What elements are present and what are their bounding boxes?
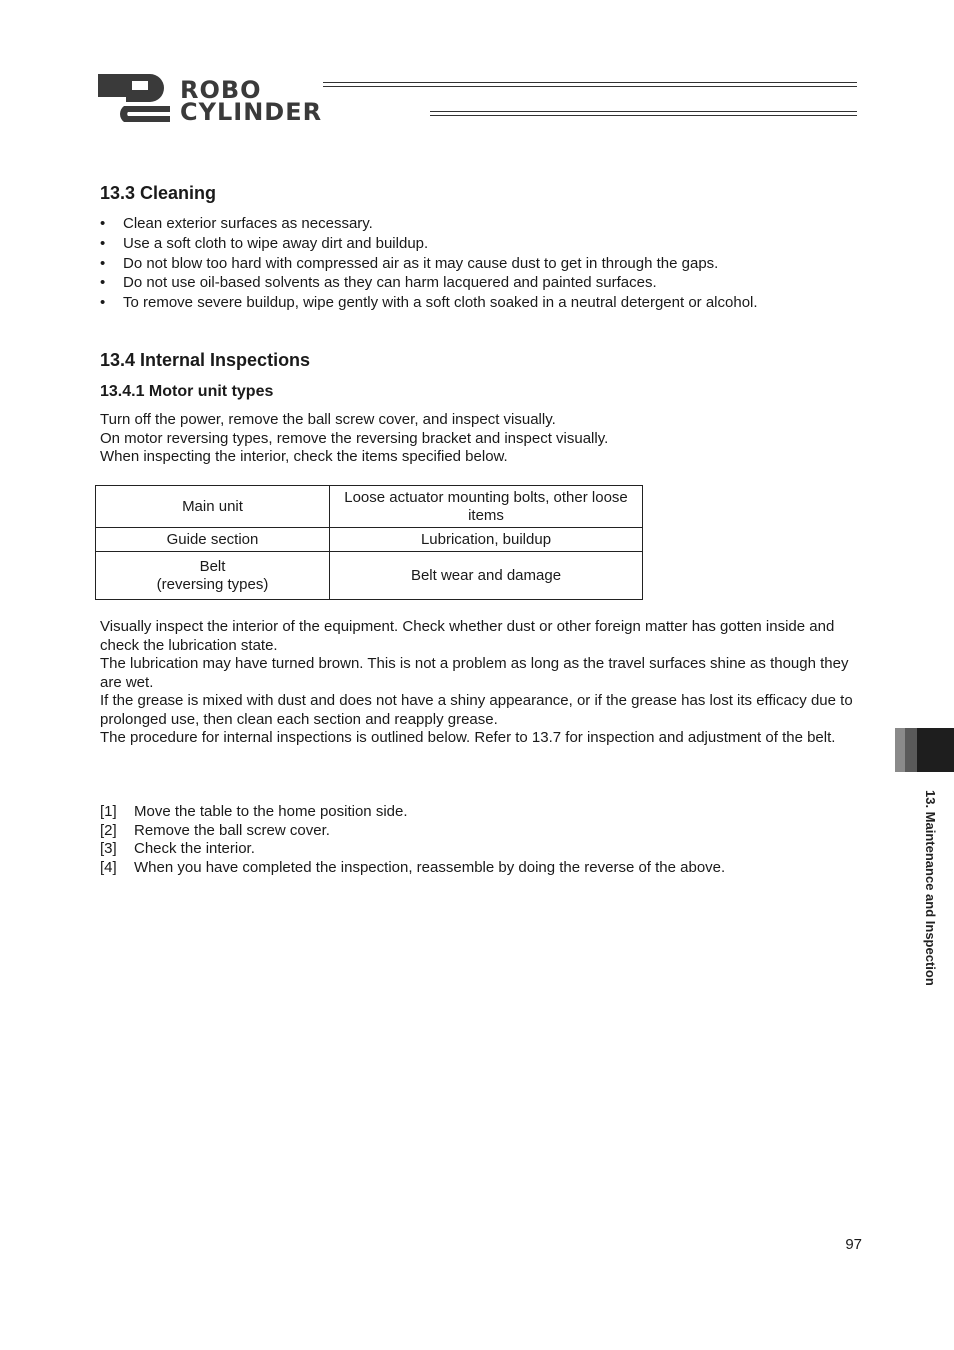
list-item	[100, 859, 725, 878]
step-text: When you have completed the inspection, reassemble by doing the reverse of the above.	[134, 858, 726, 876]
step-number: [3]	[100, 840, 117, 857]
table-row	[96, 528, 643, 552]
intro-line: On motor reversing types, remove the reversing bracket and inspect visually.	[100, 429, 609, 447]
table-row	[96, 486, 643, 528]
table-cell-part: Main unit	[96, 486, 330, 528]
step-text: Check the interior.	[134, 840, 255, 857]
header-rule-bottom-1	[430, 111, 857, 112]
header-rule-bottom-2	[430, 115, 857, 116]
table-row	[96, 552, 643, 600]
table-cell-check: Belt wear and damage	[330, 552, 643, 600]
intro-line: When inspecting the interior, check the items specified below.	[100, 448, 508, 465]
table-cell-part	[96, 552, 330, 600]
table-cell-check: Loose actuator mounting bolts, other loose items	[330, 486, 643, 528]
table-cell-check: Lubrication, buildup	[330, 528, 643, 552]
chapter-tab-stripe-light	[895, 728, 905, 772]
table-cell-part-line: Belt	[199, 557, 226, 575]
intro-paragraph	[100, 411, 860, 467]
list-item: • Do not use oil-based solvents as they can harm lacquered and painted surfaces.	[100, 274, 657, 292]
body-line: The procedure for internal inspections is outlined below. Refer to 13.7 for inspection and adjustment of the belt.	[100, 729, 836, 746]
table-cell-part-line: (reversing types)	[156, 575, 269, 593]
list-item	[100, 803, 725, 822]
step-text: Move the table to the home position side.	[134, 803, 408, 820]
body-paragraph	[100, 618, 860, 748]
procedure-steps	[100, 803, 725, 877]
header-rule-top-2	[323, 86, 857, 87]
chapter-side-label: 13. Maintenance and Inspection	[923, 790, 938, 986]
step-text: Remove the ball screw cover.	[134, 821, 330, 839]
section-heading-internal-inspections: 13.4 Internal Inspections	[100, 350, 311, 370]
cleaning-bullet-list	[100, 214, 758, 313]
body-line: The lubrication may have turned brown. This is not a problem as long as the travel surfaces shine as though they are wet.	[100, 655, 849, 691]
list-item	[100, 840, 725, 859]
robo-cylinder-logo	[96, 72, 426, 126]
header-rule-top-1	[323, 82, 857, 83]
list-item: • Clean exterior surfaces as necessary.	[100, 215, 373, 232]
body-line: Visually inspect the interior of the equipment. Check whether dust or other foreign matter has gotten inside and check the lubrication state.	[100, 618, 835, 654]
list-item	[100, 822, 725, 841]
inspection-table	[95, 485, 643, 600]
section-heading-cleaning: 13.3 Cleaning	[100, 183, 217, 203]
chapter-tab-block	[917, 728, 954, 772]
subsection-heading-motor-unit-types: 13.4.1 Motor unit types	[100, 383, 274, 400]
list-item: • Do not blow too hard with compressed air as it may cause dust to get in through the gaps.	[100, 254, 719, 272]
chapter-tab-stripe-mid	[905, 728, 917, 772]
table-cell-part: Guide section	[96, 528, 330, 552]
intro-line: Turn off the power, remove the ball screw cover, and inspect visually.	[100, 411, 556, 428]
rc-logo-icon	[96, 72, 176, 126]
step-number: [1]	[100, 803, 117, 820]
list-item: • To remove severe buildup, wipe gently with a soft cloth soaked in a neutral detergent or alcohol.	[100, 294, 758, 312]
list-item: • Use a soft cloth to wipe away dirt and buildup.	[100, 234, 429, 252]
step-number: [4]	[100, 858, 117, 876]
logo-word-cylinder: CYLINDER	[180, 98, 323, 126]
logo-word-robo: ROBO	[180, 76, 262, 104]
body-line: If the grease is mixed with dust and does not have a shiny appearance, or if the grease has lost its efficacy due to prolonged use, then clean each section and reapply grease.	[100, 692, 853, 728]
step-number: [2]	[100, 821, 117, 839]
page-number: 97	[845, 1236, 862, 1253]
